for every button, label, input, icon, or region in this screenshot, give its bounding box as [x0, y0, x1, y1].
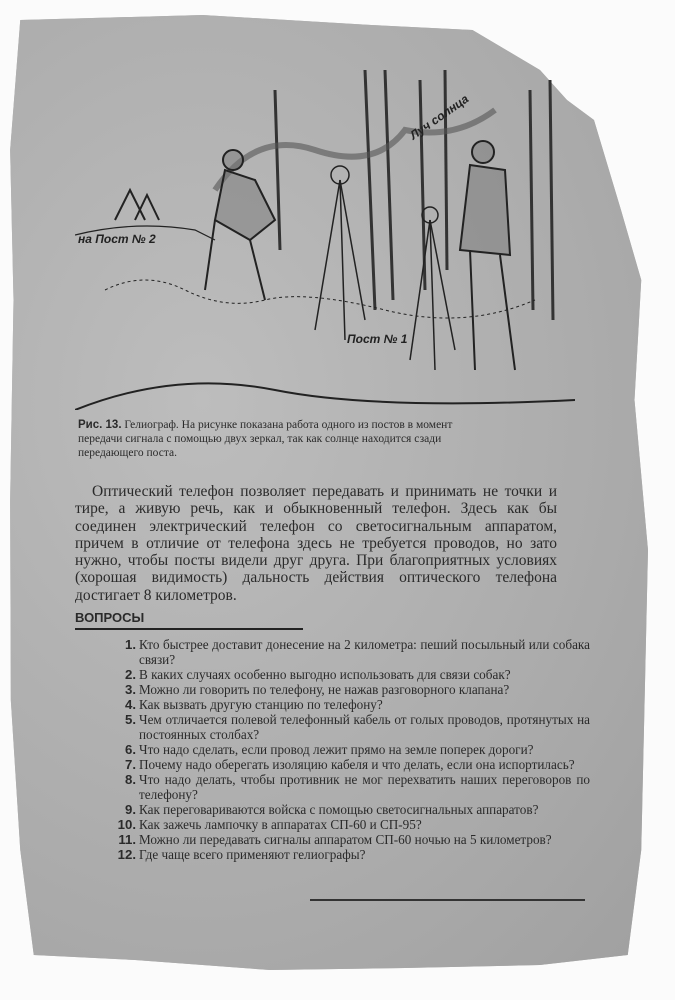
sun-ray-label: Луч солнца	[407, 91, 472, 143]
questions-heading: ВОПРОСЫ	[75, 610, 145, 625]
question-text: Можно ли передавать сигналы аппаратом СП-60 ночью на 5 километров?	[139, 832, 552, 847]
figure-number: Рис. 13.	[78, 419, 122, 431]
question-item	[112, 637, 590, 667]
question-item	[112, 832, 590, 847]
heading-underline	[75, 628, 303, 630]
question-item	[112, 847, 590, 862]
figure-caption	[78, 418, 480, 460]
question-number: 2.	[125, 667, 136, 682]
question-item	[112, 817, 590, 832]
question-number: 3.	[125, 682, 136, 697]
question-number: 10.	[117, 817, 136, 832]
post-1-label: Пост № 1	[347, 332, 408, 346]
to-post-2-label: на Пост № 2	[78, 232, 156, 246]
question-text: Что надо сделать, если провод лежит прямо на земле поперек дороги?	[139, 742, 534, 757]
question-item	[112, 682, 590, 697]
question-number: 11.	[118, 832, 136, 847]
question-item	[112, 667, 590, 682]
question-text: Почему надо оберегать изоляцию кабеля и что делать, если она испортилась?	[139, 757, 575, 772]
heliograph-illustration	[75, 70, 575, 410]
body-paragraph: Оптический телефон позволяет передавать и принимать не точки и тире, а живую речь, как и обыкновенный телефон. Здесь как бы соединен электрический телефон со светосигнальным аппаратом, причем в отличие от телефона здесь не требуется проводов, но зато нужно, чтобы посты видели друг друга. При благоприятных условиях (хорошая видимость) дальность действия оптического телефона достигает 8 километров.	[75, 483, 557, 604]
caption-text: Гелиограф. На рисунке показана работа одного из постов в момент передачи сигнала с помощью двух зеркал, так как солнце находится сзади передающего поста.	[78, 419, 453, 459]
question-number: 9.	[125, 802, 136, 817]
question-item	[112, 757, 590, 772]
question-number: 8.	[125, 772, 136, 787]
question-number: 12.	[117, 847, 136, 862]
question-text: Как вызвать другую станцию по телефону?	[139, 697, 383, 712]
question-item	[112, 697, 590, 712]
question-number: 7.	[125, 757, 136, 772]
question-number: 5.	[125, 712, 136, 727]
question-item	[112, 742, 590, 757]
question-number: 1.	[125, 637, 136, 652]
question-text: Как зажечь лампочку в аппаратах СП-60 и СП-95?	[139, 817, 422, 832]
question-number: 4.	[125, 697, 136, 712]
question-text: Можно ли говорить по телефону, не нажав разговорного клапана?	[139, 682, 510, 697]
question-text: Кто быстрее доставит донесение на 2 километра: пеший посыльный или собака связи?	[139, 637, 590, 667]
question-text: Чем отличается полевой телефонный кабель от голых проводов, протянутых на постоянных столбах?	[139, 712, 590, 742]
question-text: Где чаще всего применяют гелиографы?	[139, 847, 366, 862]
question-item	[112, 802, 590, 817]
question-item	[112, 712, 590, 742]
questions-list	[112, 637, 590, 862]
question-text: В каких случаях особенно выгодно использовать для связи собак?	[139, 667, 511, 682]
question-text: Что надо делать, чтобы противник не мог перехватить наших переговоров по телефону?	[139, 772, 590, 802]
question-number: 6.	[125, 742, 136, 757]
question-text: Как переговариваются войска с помощью светосигнальных аппаратов?	[139, 802, 539, 817]
end-rule	[310, 899, 585, 901]
question-item	[112, 772, 590, 802]
